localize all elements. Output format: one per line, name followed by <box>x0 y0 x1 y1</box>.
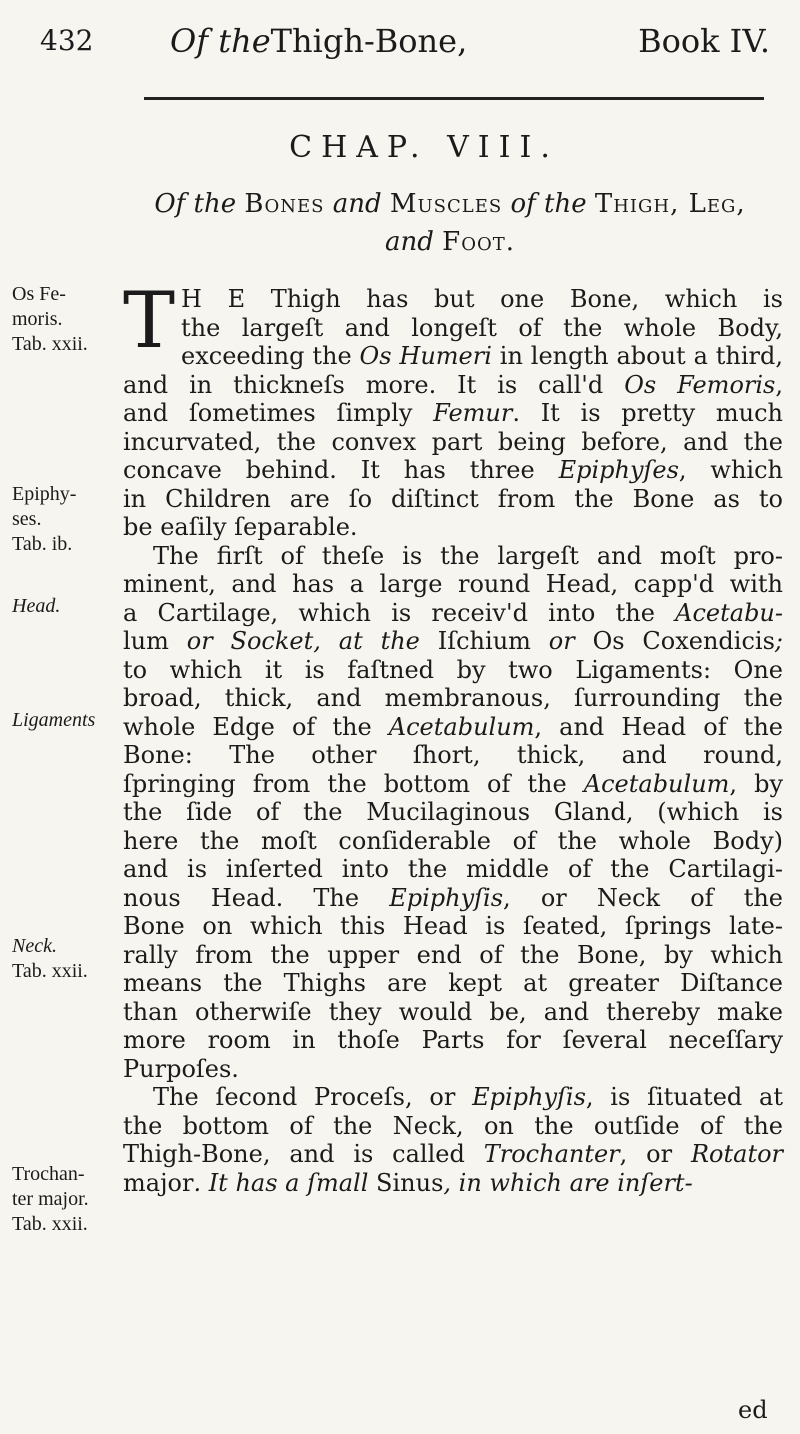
page-number: 432 <box>40 24 94 57</box>
text-lines <box>123 276 784 1197</box>
margin-note-os-femoris: Os Fe- moris. Tab. xxii. <box>12 283 88 355</box>
margin-note-trochanter: Trochan- ter major. Tab. xxii. <box>12 1163 89 1235</box>
text-line: exceeding the Os Humeri in length about a third, <box>181 342 783 370</box>
text-line: to which it is faſtned by two Ligaments: One <box>123 655 783 684</box>
text-line: broad, thick, and membranous, ſurrounding the <box>123 684 783 712</box>
text-line: in Children are ſo diſtinct from the Bone as to <box>123 484 783 513</box>
text-line: lum or Socket, at the Iſchium or Os Coxendicis; <box>123 627 783 655</box>
text-line: Bone on which this Head is ſeated, ſprings late- <box>123 912 783 940</box>
text-line: nous Head. The Epiphyſis, or Neck of the <box>123 883 784 912</box>
text-line: a Cartilage, which is receiv'd into the Acetabu- <box>123 598 783 627</box>
margin-note-epiphyses: Epiphy- ses. Tab. ib. <box>12 483 77 555</box>
text-line: Thigh-Bone, and is called Trochanter, or Rotator <box>123 1140 784 1168</box>
text-line: ſpringing from the bottom of the Acetabulum, by <box>123 769 783 798</box>
drop-cap: T <box>123 276 176 366</box>
text-line: The ſecond Proceſs, or Epiphyſis, is ſituated at <box>153 1083 783 1111</box>
text-line: Bone: The other ſhort, thick, and round, <box>123 741 783 769</box>
text-line: means the Thighs are kept at greater Diſtance <box>123 969 783 997</box>
text-line: and in thickneſs more. It is call'd Os Femoris, <box>123 370 783 399</box>
text-line: and is inſerted into the middle of the Cartilagi- <box>123 855 783 883</box>
text-line: and ſometimes ſimply Femur. It is pretty much <box>123 399 783 427</box>
text-line: concave behind. It has three Epiphyſes, which <box>123 456 783 484</box>
margin-note-ligaments: Ligaments <box>12 709 96 731</box>
running-title-italic: Of the <box>170 22 271 60</box>
margin-note-neck: Neck. Tab. xxii. <box>12 935 88 982</box>
body-text <box>123 276 784 1197</box>
chapter-subtitle <box>125 185 775 261</box>
running-title <box>170 22 467 60</box>
text-line: the largeſt and longeſt of the whole Body, <box>181 313 783 342</box>
chapter-heading: CHAP. VIII. <box>289 130 559 165</box>
text-line: be eaſily ſeparable. <box>123 513 358 541</box>
text-line: rally from the upper end of the Bone, by which <box>123 940 783 969</box>
book-label: Book IV. <box>638 22 770 60</box>
text-line: whole Edge of the Acetabulum, and Head of the <box>123 712 783 741</box>
text-line: here the moſt conſiderable of the whole Body) <box>123 826 783 855</box>
subtitle-line-1: Of the Bones and Muscles of the Thigh, Leg, <box>154 189 746 219</box>
text-line: H E Thigh has but one Bone, which is <box>181 285 783 313</box>
text-line: more room in thoſe Parts for ſeveral neceſſary <box>123 1026 783 1054</box>
header-rule <box>144 97 764 100</box>
text-line: than otherwiſe they would be, and thereby make <box>123 997 783 1026</box>
text-line: the bottom of the Neck, on the outſide of the <box>123 1111 783 1140</box>
text-line: major. It has a ſmall Sinus, in which are inſert- <box>123 1168 693 1197</box>
text-line: Purpoſes. <box>123 1054 239 1083</box>
text-line: The firſt of theſe is the largeſt and moſt pro- <box>153 541 783 570</box>
margin-note-head: Head. <box>12 595 61 617</box>
text-line: minent, and has a large round Head, capp'd with <box>123 570 783 598</box>
subtitle-line-2: and Foot. <box>385 227 515 257</box>
running-header <box>40 14 770 68</box>
text-line: incurvated, the convex part being before, and the <box>123 427 783 456</box>
running-title-rest: Thigh-Bone, <box>270 22 468 60</box>
text-line: the ſide of the Mucilaginous Gland, (which is <box>123 798 783 826</box>
catchword: ed <box>738 1396 768 1424</box>
